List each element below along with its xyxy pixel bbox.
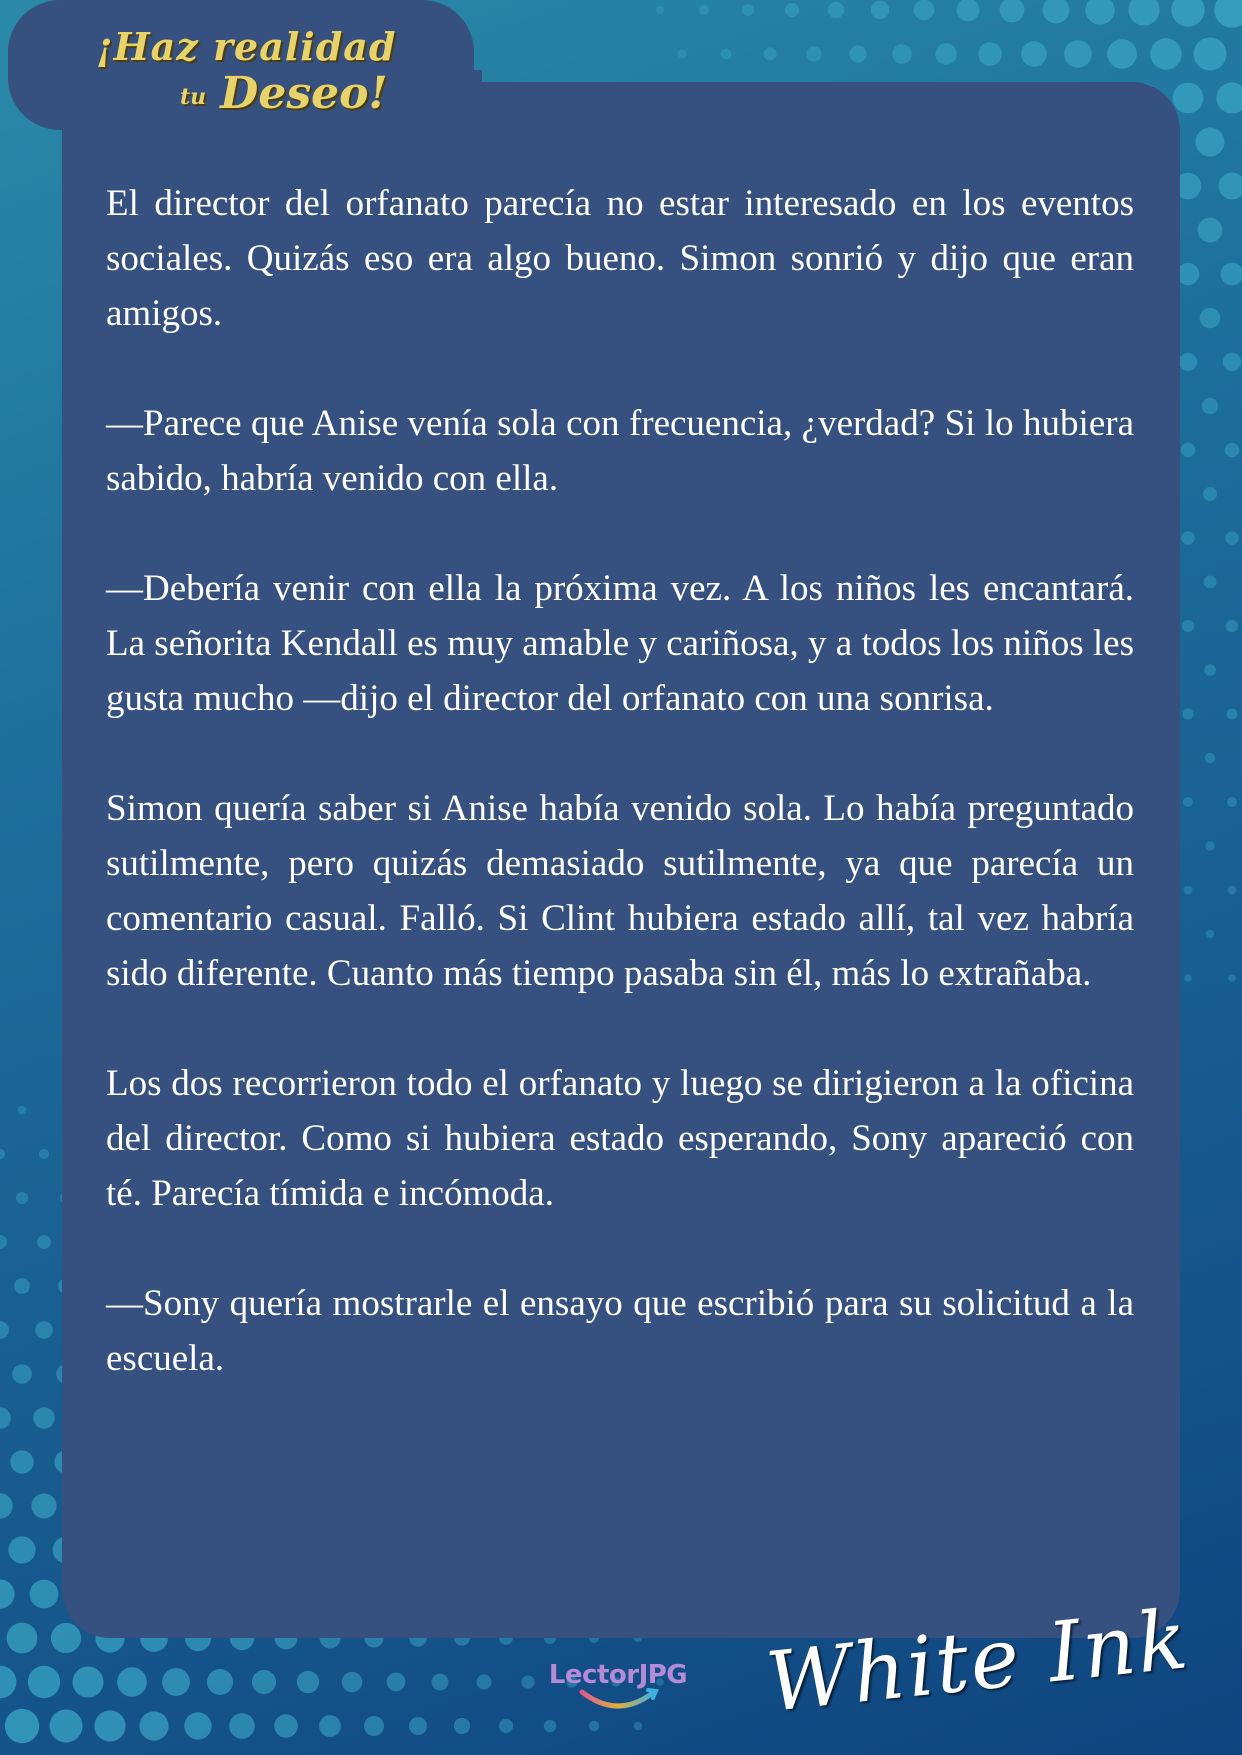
background-dot bbox=[207, 1669, 233, 1695]
background-dot bbox=[7, 1623, 38, 1654]
background-dot bbox=[229, 1713, 255, 1739]
logo-small-word: tu bbox=[180, 83, 207, 110]
background-dot bbox=[10, 1450, 33, 1473]
background-dot bbox=[1107, 39, 1137, 69]
background-dot bbox=[30, 1580, 59, 1609]
background-dot bbox=[364, 1716, 384, 1736]
background-dot bbox=[1214, 0, 1242, 28]
background-dot bbox=[1223, 353, 1241, 371]
background-dot bbox=[1205, 841, 1214, 850]
background-dot bbox=[1228, 974, 1236, 982]
logo-line2 bbox=[180, 68, 388, 119]
background-dot bbox=[18, 1106, 26, 1114]
background-dot bbox=[139, 1711, 168, 1740]
background-dot bbox=[387, 1673, 406, 1692]
background-dot bbox=[678, 50, 687, 59]
paragraph-6: —Sony quería mostrarle el ensayo que escribió para su solicitud a la escuela. bbox=[106, 1283, 1134, 1379]
background-dot bbox=[1226, 620, 1238, 632]
background-dot bbox=[37, 1235, 51, 1249]
background-dot bbox=[1183, 709, 1194, 720]
background-dot bbox=[499, 1719, 513, 1733]
background-dot bbox=[252, 1670, 276, 1694]
background-dot bbox=[544, 1720, 556, 1732]
background-dot bbox=[319, 1715, 341, 1737]
paragraph-4: Simon quería saber si Anise había venido sola. Lo había preguntado sutilmente, pero quizás demasiado sutilmente, ya que parecía un comentario casual. Falló. Si Clint hubiera estado allí, tal vez habría sido diferente. Cuanto más tiempo pasaba sin él, más lo extrañaba. bbox=[106, 788, 1134, 994]
background-dot bbox=[785, 3, 799, 17]
background-dot bbox=[297, 1671, 319, 1693]
background-dot bbox=[1227, 709, 1238, 720]
background-dot bbox=[521, 1675, 534, 1688]
background-dot bbox=[656, 6, 664, 14]
background-dot bbox=[1000, 0, 1025, 22]
background-dot bbox=[0, 1579, 15, 1608]
lectorjpg-watermark bbox=[548, 1660, 688, 1712]
background-dot bbox=[454, 1718, 470, 1734]
background-dot bbox=[8, 1536, 35, 1563]
background-dot bbox=[1221, 263, 1242, 286]
background-dot bbox=[117, 1667, 147, 1697]
background-dot bbox=[31, 1493, 56, 1518]
background-dot bbox=[432, 1674, 449, 1691]
background-dot bbox=[1225, 531, 1238, 544]
paragraph-5: Los dos recorrieron todo el orfanato y luego se dirigieron a la oficina del director. Como si hubiera estado esperando, Sony apareció con té. Parecía tímida e incómoda. bbox=[106, 1063, 1134, 1214]
background-dot bbox=[33, 1407, 54, 1428]
background-dot bbox=[1043, 0, 1070, 24]
background-dot bbox=[1183, 797, 1193, 807]
background-dot bbox=[806, 46, 821, 61]
background-dot bbox=[1171, 0, 1204, 27]
background-dot bbox=[184, 1712, 211, 1739]
background-dot bbox=[1128, 0, 1159, 26]
background-dot bbox=[1182, 620, 1194, 632]
background-dot bbox=[935, 43, 956, 64]
background-dot bbox=[94, 1710, 125, 1741]
background-dot bbox=[1184, 974, 1192, 982]
logo-line1: ¡Haz realidad bbox=[96, 24, 397, 69]
background-dot bbox=[1021, 41, 1047, 67]
background-dot bbox=[16, 1192, 28, 1204]
story-text bbox=[106, 176, 1134, 1441]
background-dot bbox=[721, 49, 732, 60]
background-dot bbox=[892, 44, 911, 63]
background-dot bbox=[849, 45, 866, 62]
background-dot bbox=[957, 0, 980, 21]
logo-line2-word: Deseo! bbox=[220, 68, 388, 119]
background-dot bbox=[1204, 576, 1217, 589]
background-dot bbox=[1181, 443, 1196, 458]
background-dot bbox=[1203, 487, 1217, 501]
background-dot bbox=[5, 1709, 39, 1743]
white-ink-signature: White Ink bbox=[762, 1592, 1194, 1731]
background-dot bbox=[477, 1675, 492, 1690]
background-dot bbox=[1227, 797, 1237, 807]
background-dot bbox=[1181, 531, 1194, 544]
background-dot bbox=[634, 1722, 643, 1731]
background-dot bbox=[1219, 173, 1242, 200]
background-dot bbox=[73, 1667, 104, 1698]
background-dot bbox=[1064, 40, 1092, 68]
background-dot bbox=[50, 1710, 83, 1743]
paragraph-2: —Parece que Anise venía sola con frecuencia, ¿verdad? Si lo hubiera sabido, habría venido con ella. bbox=[106, 403, 1134, 499]
paragraph-1: El director del orfanato parecía no estar interesado en los eventos sociales. Quizás eso era algo bueno. Simon sonrió y dijo que eran amigos. bbox=[106, 183, 1134, 334]
background-dot bbox=[699, 5, 709, 15]
background-dot bbox=[1216, 82, 1242, 113]
paragraph-3: —Debería venir con ella la próxima vez. A los niños les encantará. La señorita Kendall es muy amable y cariñosa, y a todos los niños les gusta mucho —dijo el director del orfanato con una sonrisa. bbox=[106, 568, 1134, 719]
background-dot bbox=[342, 1672, 363, 1693]
background-dot bbox=[0, 1407, 11, 1429]
background-dot bbox=[409, 1717, 427, 1735]
background-dot bbox=[1204, 664, 1216, 676]
background-dot bbox=[828, 2, 844, 18]
background-dot bbox=[39, 1149, 49, 1159]
background-dot bbox=[162, 1668, 190, 1696]
background-dot bbox=[0, 1493, 13, 1518]
background-dot bbox=[1196, 128, 1225, 157]
background-dot bbox=[914, 0, 935, 20]
background-dot bbox=[274, 1714, 298, 1738]
background-dot bbox=[1198, 218, 1223, 243]
background-dot bbox=[1085, 0, 1114, 25]
background-dot bbox=[1194, 38, 1227, 71]
background-dot bbox=[742, 4, 754, 16]
background-dot bbox=[0, 1321, 9, 1339]
background-dot bbox=[1150, 38, 1181, 69]
background-dot bbox=[589, 1721, 600, 1732]
background-dot bbox=[0, 1149, 5, 1159]
background-dot bbox=[1200, 308, 1221, 329]
background-dot bbox=[12, 1364, 32, 1384]
background-dot bbox=[0, 1666, 16, 1699]
background-dot bbox=[14, 1278, 30, 1294]
background-dot bbox=[1205, 753, 1215, 763]
background-dot bbox=[1173, 83, 1204, 114]
background-dot bbox=[871, 1, 889, 19]
background-dot bbox=[764, 48, 777, 61]
background-dot bbox=[1184, 886, 1193, 895]
background-dot bbox=[0, 1235, 7, 1249]
background-dot bbox=[1228, 886, 1237, 895]
background-dot bbox=[1225, 443, 1240, 458]
background-dot bbox=[1202, 398, 1218, 414]
background-dot bbox=[35, 1321, 53, 1339]
watermark-text: LectorJPG bbox=[548, 1660, 688, 1690]
background-dot bbox=[1179, 353, 1197, 371]
background-dot bbox=[28, 1666, 60, 1698]
series-logo bbox=[90, 18, 397, 126]
background-dot bbox=[1177, 263, 1199, 285]
background-dot bbox=[51, 1623, 81, 1653]
background-dot bbox=[1206, 930, 1214, 938]
background-dot bbox=[978, 42, 1002, 66]
